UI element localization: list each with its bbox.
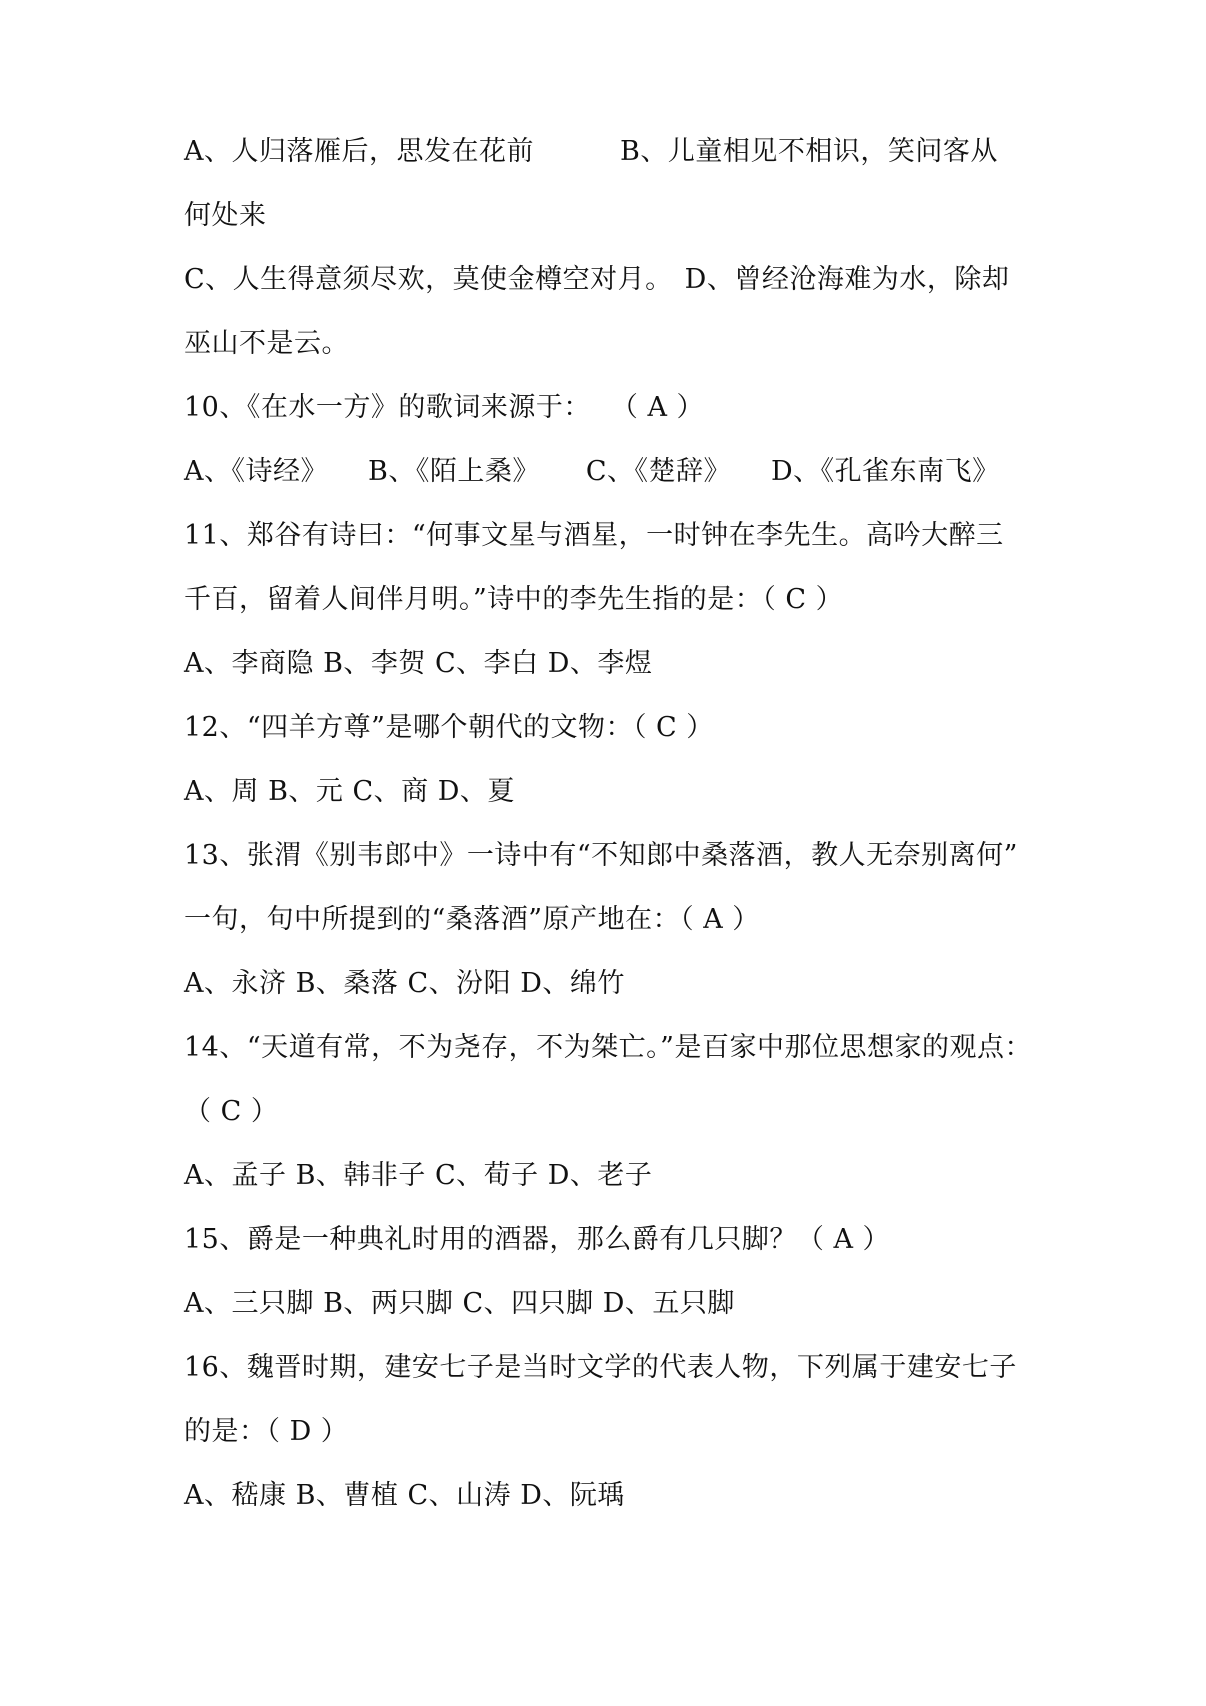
text-line [184,312,1044,376]
text-segment: 千百，留着人间伴月明。”诗中的李先生指的是：（ C ） [184,584,844,615]
text-segment: A、人归落雁后，思发在花前 [184,136,534,167]
text-line [184,1144,1044,1208]
text-segment: A、三只脚 B、两只脚 C、四只脚 D、五只脚 [184,1288,735,1319]
text-segment: A、孟子 B、韩非子 C、荀子 D、老子 [184,1160,653,1191]
text-segment: C、人生得意须尽欢，莫使金樽空对月。 [184,264,673,295]
text-segment: B、《陌上桑》 [368,456,540,487]
text-segment: A、李商隐 B、李贺 C、李白 D、李煜 [184,648,653,679]
text-line [184,1464,1044,1528]
text-line [184,1272,1044,1336]
text-line [184,568,1044,632]
text-segment: 16、魏晋时期，建安七子是当时文学的代表人物，下列属于建安七子 [184,1352,1017,1383]
text-segment: 14、“天道有常，不为尧存，不为桀亡。”是百家中那位思想家的观点： [184,1032,1032,1063]
text-segment: C、《楚辞》 [585,456,732,487]
text-segment: A、永济 B、桑落 C、汾阳 D、绵竹 [184,968,625,999]
text-segment: 15、爵是一种典礼时用的酒器，那么爵有几只脚？（ A ） [184,1224,891,1255]
text-segment: （ C ） [184,1096,279,1127]
text-line [184,1080,1044,1144]
text-segment: A、《诗经》 [184,456,328,487]
text-segment: 何处来 [184,200,267,231]
text-segment: D、《孔雀东南飞》 [771,456,1000,487]
text-line [184,824,1044,888]
text-line [184,248,1044,312]
text-segment: D、曾经沧海难为水，除却 [684,264,1010,295]
text-line [184,120,1044,184]
text-line [184,696,1044,760]
text-segment: A、周 B、元 C、商 D、夏 [184,776,515,807]
text-line [184,1016,1044,1080]
text-segment: 10、《在水一方》的歌词来源于： [184,392,591,423]
text-segment: 一句，句中所提到的“桑落酒”原产地在：（ A ） [184,904,760,935]
text-line [184,1208,1044,1272]
text-segment: 的是：（ D ） [184,1416,349,1447]
text-line [184,1336,1044,1400]
text-segment: 巫山不是云。 [184,328,349,359]
text-line [184,376,1044,440]
text-segment: B、儿童相见不相识，笑问客从 [620,136,998,167]
text-line [184,504,1044,568]
text-line [184,632,1044,696]
text-segment: （ A ） [610,392,705,423]
text-segment: 11、郑谷有诗曰：“何事文星与酒星，一时钟在李先生。高吟大醉三 [184,520,1004,551]
text-line [184,952,1044,1016]
text-line [184,184,1044,248]
text-line [184,888,1044,952]
question-text-block [184,120,1044,1528]
text-segment: 12、“四羊方尊”是哪个朝代的文物：（ C ） [184,712,714,743]
text-line [184,440,1044,504]
text-segment: 13、张渭《别韦郎中》一诗中有“不知郎中桑落酒，教人无奈别离何” [184,840,1018,871]
text-line [184,1400,1044,1464]
text-line [184,760,1044,824]
text-segment: A、嵇康 B、曹植 C、山涛 D、阮瑀 [184,1480,625,1511]
